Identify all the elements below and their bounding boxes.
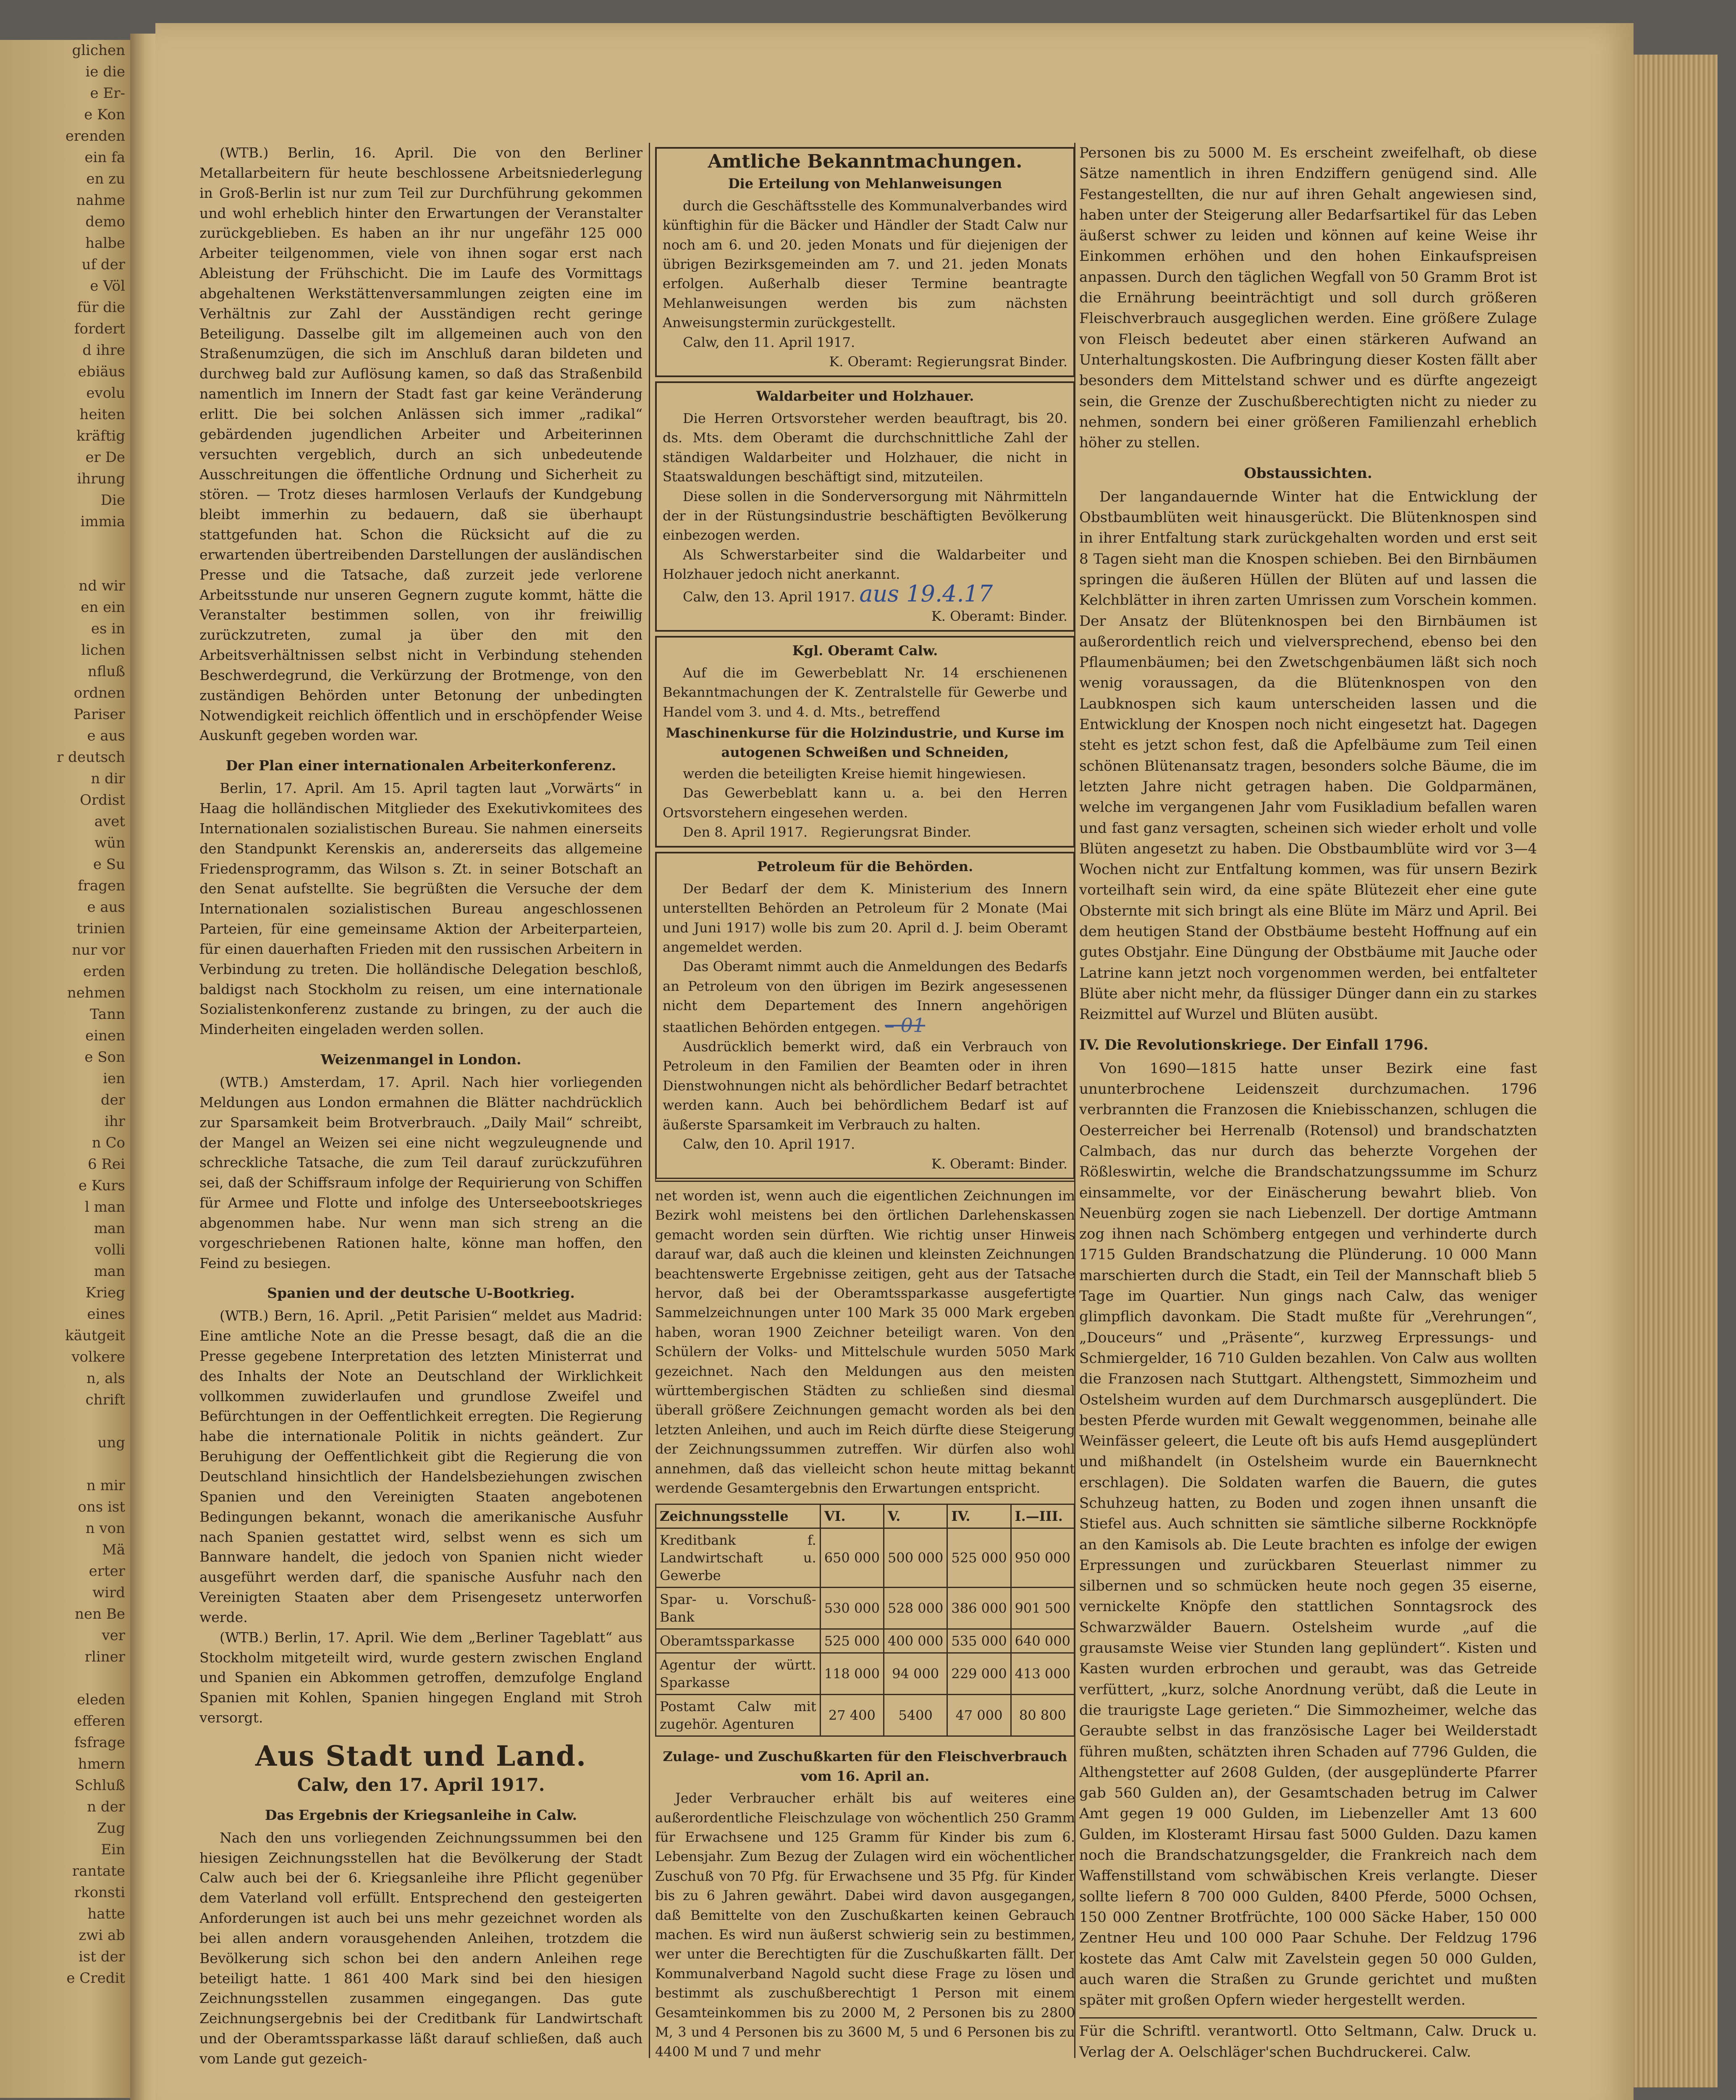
notice-text: Das Gewerbeblatt kann u. a. bei den Herren Ortsvorstehern eingesehen werden.: [663, 785, 1067, 821]
notice-petroleum: [655, 852, 1075, 1182]
previous-page-text-fragment: trinien: [76, 920, 125, 937]
previous-page-text-fragment: e Völ: [90, 278, 125, 294]
notice-date: [663, 822, 1067, 842]
previous-page-text-fragment: r deutsch: [57, 749, 125, 766]
previous-page-text-fragment: fordert: [74, 320, 125, 337]
previous-page-text-fragment: nd wir: [79, 578, 125, 594]
article-stockholm: (WTB.) Berlin, 17. April. Wie dem „Berliner Tageblatt“ aus Stockholm mitgeteilt wird, wurde gestern zwischen England und Spanien ein Abkommen getroffen, demzufolge England Spanien mit Kohlen, Spanien hingegen England mit Stroh versorgt.: [199, 1629, 642, 1726]
previous-page-text-fragment: man: [94, 1220, 125, 1237]
notice-text: Ausdrücklich bemerkt wird, daß ein Verbrauch von Petroleum in den Familien der Beamten oder in ihren Dienstwohnungen nicht als behördlicher Bedarf betrachtet werden kann. Auch bei behördlichem Bedarf ist auf äußerste Sparsamkeit im Verbrauch zu halten.: [663, 1039, 1067, 1133]
previous-page-text-fragment: rliner: [84, 1648, 125, 1665]
previous-page-text-fragment: [0, 1668, 130, 1689]
book-gutter: [130, 34, 155, 2100]
previous-page-edge: [0, 40, 130, 2098]
heading-maschinenkurse: Maschinenkurse für die Holzindustrie, und Kurse im autogenen Schweißen und Schneiden,: [666, 724, 1065, 761]
table-cell: 118 000: [820, 1653, 884, 1695]
article-kriegsanleihe: Nach den uns vorliegenden Zeichnungssummen bei den hiesigen Zeichnungsstellen hat die Bevölkerung der Stadt Calw auch bei der 6. Kriegsanleihe ihre Pflicht gegenüber dem Vaterland voll erfüllt. Entsprechend den gesteigerten Anforderungen ist auch bei uns mehr gezeichnet worden als bei allen andern vorausgehenden Anleihen, trotzdem die Bevölkerung sich schon bei den andern Anleihen rege beteiligt hatte. 1 861 400 Mark sind bei den hiesigen Zeichnungsstellen zusammen eingegangen. Das gute Zeichnungsergebnis bei der Creditbank für Landwirtschaft und der Oberamtssparkasse läßt darauf schließen, daß auch vom Lande gut gezeich-: [199, 1829, 642, 2067]
previous-page-text-fragment: glichen: [72, 42, 125, 59]
previous-page-text-fragment: ein fa: [84, 149, 125, 166]
previous-page-text-fragment: einen: [85, 1027, 125, 1044]
table-header: VI.: [820, 1504, 884, 1528]
heading-petroleum: Petroleum für die Behörden.: [757, 858, 973, 875]
previous-page-text-fragment: Pariser: [73, 706, 125, 723]
previous-page-text-fragment: n der: [87, 1798, 125, 1815]
previous-page-text-fragment: Krieg: [85, 1284, 125, 1301]
heading-oberamt-calw: Kgl. Oberamt Calw.: [792, 643, 938, 659]
previous-page-text-fragment: Ein: [101, 1841, 125, 1858]
previous-page-text-fragment: ihrung: [77, 470, 125, 487]
table-cell: 901 500: [1011, 1588, 1074, 1629]
table-cell: 5400: [884, 1695, 947, 1736]
column-1: [199, 143, 642, 2069]
previous-page-text-fragment: ons ist: [78, 1499, 125, 1515]
table-cell: 950 000: [1011, 1528, 1074, 1588]
previous-page-text-fragment: e Kurs: [78, 1177, 125, 1194]
heading-spanien: Spanien und der deutsche U-Bootkrieg.: [267, 1285, 575, 1302]
previous-page-text-fragment: Schluß: [75, 1777, 125, 1794]
table-header: V.: [884, 1504, 947, 1528]
table-cell: 640 000: [1011, 1629, 1074, 1653]
table-header: Zeichnungsstelle: [656, 1504, 821, 1528]
notice-text: Als Schwerstarbeiter sind die Waldarbeiter und Holzhauer jedoch nicht anerkannt.: [663, 546, 1067, 583]
previous-page-text-fragment: heiten: [79, 406, 125, 423]
previous-page-text-fragment: l man: [84, 1199, 125, 1215]
heading-mehlanweisungen: Die Erteilung von Mehlanweisungen: [728, 176, 1002, 192]
previous-page-text-fragment: fragen: [78, 877, 125, 894]
notice-date: Calw, den 10. April 1917.: [683, 1136, 855, 1152]
previous-page-text-fragment: n, als: [86, 1370, 125, 1387]
previous-page-text-fragment: es in: [91, 620, 125, 637]
previous-page-text-fragment: e aus: [87, 899, 125, 916]
article-berlin-strike: (WTB.) Berlin, 16. April. Die von den Berliner Metallarbeitern für heute beschlossene Arbeitsniederlegung in Groß-Berlin ist nur zum Teil zur Durchführung gekommen und wohl erheblich hinter den Erwartungen der Veranstalter zurückgeblieben. Es haben an ihr nur ungefähr 125 000 Arbeiter teilgenommen, viele von ihnen sogar erst nach Ableistung der Frühschicht. Die im Laufe des Vormittags abgehaltenen Werkstättenversammlungen zeigten eine im Verhältnis zur Zahl der Ausständigen recht geringe Beteiligung. Dasselbe gilt im allgemeinen auch von den Straßenumzügen, die sich im Anschluß daran bildeten und durchweg bald zur Auflösung kamen, so daß das Straßenbild namentlich im Innern der Stadt fast gar keine Veränderung erlitt. Die bei solchen Anlässen sich immer „radikal“ gebärdenden jugendlichen Arbeiter und Arbeiterinnen versuchten vergeblich, durch an sich unbedeutende Ausschreitungen die öffentliche Ordnung und Sicherheit zu stören. — Trotz dieses harmlosen Verlaufs der Kundgebung bleibt immerhin zu bedauern, daß sie überhaupt stattgefunden hat. Schon die Rücksicht auf die zu erwartenden übertreibenden Darstellungen der ausländischen Presse und die Tatsache, daß zurzeit jede verlorene Arbeitsstunde nur unseren Gegnern zugute kommt, hätte die Veranstalter bestimmen sollen, von ihr freiwillig zurückzutreten, zumal ja über den mit den Arbeitsverhältnissen selbst nicht in Verbindung stehenden Beschwerdegrund, die Verkürzung der Brotmenge, von den zuständigen Behörden unter Betonung der unbedingten Notwendigkeit reichlich öffentlich und in erschöpfender Weise Auskunft gegeben worden war.: [199, 144, 642, 744]
previous-page-text-fragment: Die: [100, 492, 125, 509]
table-cell: 535 000: [947, 1629, 1011, 1653]
previous-page-text-fragment: 6 Rei: [87, 1156, 125, 1173]
handwritten-mark: – 01: [885, 1013, 926, 1037]
table-row: [656, 1528, 1075, 1588]
previous-page-text-fragment: avet: [94, 813, 125, 830]
previous-page-text-fragment: Ordist: [80, 792, 125, 808]
previous-page-text-fragment: erter: [89, 1563, 125, 1580]
zeichnung-table: [655, 1504, 1075, 1737]
previous-page-text-fragment: nfluß: [87, 663, 125, 680]
notice-text: Diese sollen in die Sonderversorgung mit Nährmitteln der in der Rüstungsindustrie beschäftigten Bevölkerung einbezogen werden.: [663, 488, 1067, 543]
article-obstaussichten: Der langandauernde Winter hat die Entwicklung der Obstbaumblüten weit hinausgerückt. Die Blütenknospen sind in ihrer Entfaltung stark zurückgehalten worden und erst seit 8 Tagen sieht man die Knospen schieben. Bei den Birnbäumen springen die äußeren Hüllen der Blüten auf und lassen die Kelchblätter in ihren zarten Umrissen zum Vorschein kommen. Der Ansatz der Blütenknospen bei den Birnbäumen ist außerordentlich reich und vielversprechend, ebenso bei den Pflaumenbäumen; bei den Zwetschgenbäumen läßt sich noch wenig voraussagen, da die Blütenknospen von den Laubknospen sich kaum unterscheiden lassen und die Entwicklung der Knospen noch nicht eingesetzt hat. Dagegen steht es jetzt schon fest, daß die Apfelbäume zum Teil einen schönen Blütenansatz tragen, besonders solche Bäume, die im letzten Jahre nicht getragen haben. Die Goldparmänen, welche im vergangenen Jahr vom Fusikladium befallen waren und fast ganz versagten, scheinen sich wieder erholt und volle Blüten angesetzt zu haben. Die Obstbaumblüte wird vor 3—4 Wochen nicht zur Entfaltung kommen, was für unsern Bezirk vorteilhaft sein wird, da eine späte Blütezeit eher eine gute Obsternte mit sich bringt als eine Blüte im März und April. Bei dem heutigen Stand der Obstbäume besteht Hoffnung auf ein gutes Obstjahr. Eine Düngung der Obstbäume mit Jauche oder Latrine kann jetzt noch vorgenommen werden, bei entfalteter Blüte aber nicht mehr, da flüssiger Dünger dann ein zu starkes Reizmittel auf Wurzel und Blüten ausübt.: [1079, 488, 1537, 1023]
table-cell: Agentur der württ. Sparkasse: [656, 1653, 821, 1695]
previous-page-text-fragment: e aus: [87, 727, 125, 744]
table-cell: 94 000: [884, 1653, 947, 1695]
previous-page-text-fragment: eleden: [77, 1691, 125, 1708]
article-weizenmangel: (WTB.) Amsterdam, 17. April. Nach hier vorliegenden Meldungen aus London ermahnen die Blätter nachdrücklich zur Sparsamkeit beim Brotverbrauch. „Daily Mail“ schreibt, der Mangel an Weizen sei eine nicht wegzuleugnende und schreckliche Tatsache, die zum Teil darauf zurückzuführen sei, daß der Schiffsraum infolge der Requirierung von Schiffen für Armee und Flotte und infolge des Unterseebootskrieges abgenommen habe. Nur wenn man sich streng an die vorgeschriebenen Rationen halte, könne man hoffen, den Feind zu besiegen.: [199, 1074, 642, 1271]
heading-obstaussichten: Obstaussichten.: [1244, 465, 1372, 482]
article-kriegsanleihe-continued: net worden ist, wenn auch die eigentlichen Zeichnungen im Bezirk wohl meistens bei den örtlichen Darlehenskassen gemacht worden sein dürften. Wie richtig unser Hinweis darauf war, daß auch die kleinen und kleinsten Zeichnungen beachtenswerte Ergebnisse zeitigen, geht aus der Tatsache hervor, daß bei der Oberamtssparkasse ausgefertigte Sammelzeichnungen unter 100 Mark 35 000 Mark ergeben haben, woran 1900 Zeichner beteiligt waren. Von den Schülern der Volks- und Mittelschule wurden 5050 Mark gezeichnet. Nach den Meldungen aus den meisten württembergischen Städten zu schließen sind diesmal überall größere Zeichnungen gemacht worden als bei den letzten Anleihen, und auch im Reich dürfte diese Steigerung der Zeichnungssummen zutreffen. Wir dürfen also wohl annehmen, daß das vielleicht schon heute mittag bekannt werdende Gesamtergebnis den Erwartungen entspricht.: [655, 1187, 1075, 1496]
table-cell: 413 000: [1011, 1653, 1074, 1695]
heading-waldarbeiter: Waldarbeiter und Holzhauer.: [756, 388, 974, 404]
notice-signature: K. Oberamt: Binder.: [931, 1155, 1067, 1172]
previous-page-text-fragment: [0, 554, 130, 575]
previous-page-text-fragment: [0, 533, 130, 554]
previous-page-text-fragment: ebiäus: [78, 363, 125, 380]
table-header-row: [656, 1504, 1075, 1528]
previous-page-text-fragment: uf der: [81, 256, 125, 273]
table-cell: Kreditbank f. Landwirtschaft u. Gewerbe: [656, 1528, 821, 1588]
previous-page-text-fragment: käutgeit: [65, 1327, 125, 1344]
previous-page-text-fragment: der: [100, 1092, 125, 1108]
previous-page-text-fragment: wün: [94, 835, 125, 851]
previous-page-text-fragment: e Er-: [90, 85, 125, 102]
page-stack-edges: [1634, 55, 1718, 2087]
previous-page-text-fragment: d ihre: [82, 342, 125, 359]
previous-page-text-fragment: nur vor: [72, 942, 125, 958]
table-cell: 80 800: [1011, 1695, 1074, 1736]
notice-text: Auf die im Gewerbeblatt Nr. 14 erschienenen Bekanntmachungen der K. Zentralstelle für Gewerbe und Handel vom 3. und 4. d. Mts., betreffend: [663, 664, 1067, 720]
table-cell: 528 000: [884, 1588, 947, 1629]
notice-text-span: Das Oberamt nimmt auch die Anmeldungen des Bedarfs an Petroleum von den übrigen im Bezirk angesessenen nicht dem Departement des Innern angehörigen staatlichen Behörden entgegen.: [663, 958, 1067, 1035]
heading-kriegsanleihe: Das Ergebnis der Kriegsanleihe in Calw.: [265, 1806, 577, 1823]
column-3: [1079, 143, 1537, 2063]
table-cell: 400 000: [884, 1629, 947, 1653]
previous-page-text-fragment: rantate: [72, 1863, 125, 1880]
table-cell: Spar- u. Vorschuß-Bank: [656, 1588, 821, 1629]
column-rule: [649, 143, 650, 2058]
previous-page-text-fragment: ihr: [104, 1113, 125, 1130]
previous-page-text-fragment: ien: [103, 1070, 125, 1087]
previous-page-text-fragment: ver: [102, 1627, 125, 1644]
table-row: [656, 1653, 1075, 1695]
previous-page-text-fragment: man: [94, 1263, 125, 1280]
notice-text: [663, 957, 1067, 1037]
heading-weizenmangel: Weizenmangel in London.: [320, 1051, 522, 1068]
notice-date: [663, 580, 1067, 607]
article-revolutionskriege: Von 1690—1815 hatte unser Bezirk eine fast ununterbrochene Leidenszeit durchzumachen. 1796 verbrannten die Franzosen die Kniebisschanzen, schlugen die Oesterreicher bei Herrenalb (Rotensol) und brandschatzten Calmbach, das nur durch das beherzte Vorgehen der Rößleswirtin, welche die Brandschatzungssumme im Schurz einsammelte, vor der Einäscherung bewahrt blieb. Von Neuenbürg zogen sie nach Liebenzell. Der dortige Amtmann zog ihnen nach Schömberg entgegen und verhinderte durch 1715 Gulden Brandschatzung die Plünderung. 10 000 Mann marschierten durch die Stadt, ein Teil der Mannschaft blieb 5 Tage im Quartier. Nun gings nach Calw, das weniger glimpflich davonkam. Die Stadt mußte für „Verehrungen“, „Douceurs“ und „Präsente“, kurzweg Erpressungs- und Schmiergelder, 16 710 Gulden bezahlen. Von Calw aus wollten die Franzosen nach Stuttgart. Althengstett, Simmozheim und Ostelsheim wurden auf dem Durchmarsch ausgeplündert. Die besten Pferde wurden mit Gewalt weggenommen, beinahe alle Weinfässer geleert, die Leute oft bis aufs Hemd ausgeplündert und mißhandelt (in Ostelsheim wurde ein Bauernknecht erschlagen). Die Soldaten warfen die Bauern, die gutes Schuhzeug hatten, zu Boden und zogen ihnen unsanft die Stiefel aus. Auch schnitten sie sämtliche silberne Rockknöpfe an den Kamisols ab. Die Leute brachten es infolge der ewigen Erpressungen und zurückbaren Steuerlast nimmer zu silbernen und so schmücken heute noch gegen 35 eiserne, vernickelte Knöpfe den stattlichen Sonntagsrock des Schwarzwälder Bauern. Ostelsheim wurde „auf die grausamste Weise vier Stunden lang geplündert“. Kisten und Kasten wurden erbrochen und geraubt, was das Getreide verfüttert, „kurz, solche Anordnung verübt, daß die Leute in die traurigste Lage gerieten.“ Die Simmozheimer, welche das Geraubte selbst in das französische Lager bei Weilderstadt führen mußten, schätzten ihren Schaden auf 7796 Gulden, die Althengstetter auf 2608 Gulden, (der ausgeplünderte Pfarrer gab 560 Gulden an), der Gesamtschaden betrug im Calwer Amt gegen 19 000 Gulden, im Liebenzeller Amt 13 600 Gulden, im Klosteramt Hirsau fast 5000 Gulden. Dazu kamen noch die Brandschatzungsgelder, die Frankreich nach dem Waffenstillstand vom schwäbischen Kreis verlangte. Dieser sollte liefern 8 700 000 Gulden, 8400 Pferde, 5000 Ochsen, 150 000 Zentner Brotfrüchte, 100 000 Säcke Haber, 150 000 Zentner Heu und 100 000 Paar Schuhe. Der Feldzug 1796 kostete das Amt Calw mit Zavelstein gegen 50 000 Gulden, auch waren die Straßen zu Grunde gerichtet und mußten später mit großen Opfern wieder hergestellt werden.: [1079, 1060, 1537, 2009]
previous-page-text-fragment: nahme: [76, 192, 125, 209]
table-header: IV.: [947, 1504, 1011, 1528]
notice-oberamt-calw: [655, 636, 1075, 848]
previous-page-text-fragment: erenden: [65, 128, 125, 144]
previous-page-text-fragment: kräftig: [76, 428, 125, 444]
table-row: [656, 1629, 1075, 1653]
previous-page-text-fragment: volli: [94, 1242, 125, 1258]
article-fleischverbrauch: Jeder Verbraucher erhält bis auf weiteres eine außerordentliche Fleischzulage von wöchentlich 250 Gramm für Erwachsene und 125 Gramm für Kinder bis zum 6. Lebensjahr. Zum Bezug der Zulagen wird ein wöchentlicher Zuschuß von 70 Pfg. für Erwachsene und 35 Pfg. für Kinder bis zu 6 Jahren gewährt. Dabei wird davon ausgegangen, daß Bemittelte von den Zuschußkarten keinen Gebrauch machen. Es wird nun äußerst schwierig sein zu bestimmen, wer unter die Berechtigten für die Zuschußkarten fällt. Der Kommunalverband Nagold sucht diese Frage zu lösen und bestimmt als zuschußberechtigt 1 Person mit einem Gesamteinkommen bis zu 2000 M, 2 Personen bis zu 2800 M, 3 und 4 Personen bis zu 3600 M, 5 und 6 Personen bis zu 4400 M und 7 und mehr: [655, 1790, 1075, 2060]
previous-page-text-fragment: nehmen: [67, 984, 125, 1001]
previous-page-text-fragment: efferen: [73, 1713, 125, 1730]
previous-page-text-fragment: demo: [85, 213, 125, 230]
handwritten-stamp: aus 19.4.17: [859, 580, 993, 607]
notice-text: Der Bedarf der dem K. Ministerium des Innern unterstellten Behörden an Petroleum für 2 Monate (Mai und Juni 1917) wolle bis zum 20. April d. J. beim Oberamt angemeldet werden.: [663, 880, 1067, 956]
table-cell: 530 000: [820, 1588, 884, 1629]
previous-page-text-fragment: wird: [92, 1584, 125, 1601]
previous-page-text-fragment: [0, 1411, 130, 1432]
previous-page-text-fragment: nen Be: [75, 1606, 125, 1622]
previous-page-text-fragment: e Su: [93, 856, 125, 873]
previous-page-text-fragment: er De: [85, 449, 125, 466]
heading-revolutionskriege: IV. Die Revolutionskriege. Der Einfall 1796.: [1079, 1037, 1429, 1054]
notice-text: durch die Geschäftsstelle des Kommunalverbandes wird künftighin für die Bäcker und Händler der Stadt Calw nur noch am 6. und 20. jeden Monats und für diejenigen der übrigen Bezirksgemeinden am 7. und 21. jeden Monats erfolgen. Außerhalb dieser Termine beantragte Mehlanweisungen werden bis zum nächsten Anweisungstermin zurückgestellt.: [663, 197, 1067, 331]
table-row: [656, 1588, 1075, 1629]
previous-page-text-fragment: e Credit: [66, 1970, 125, 1987]
table-cell: 229 000: [947, 1653, 1011, 1695]
previous-page-text-fragment: Zug: [97, 1820, 125, 1837]
heading-fleischverbrauch: Zulage- und Zuschußkarten für den Fleischverbrauch vom 16. April an.: [663, 1748, 1067, 1784]
previous-page-text-fragment: ordnen: [73, 685, 125, 701]
table-cell: 525 000: [820, 1629, 884, 1653]
table-header: I.—III.: [1011, 1504, 1074, 1528]
previous-page-text-fragment: ist der: [79, 1948, 125, 1965]
notice-waldarbeiter: [655, 381, 1075, 632]
table-cell: 650 000: [820, 1528, 884, 1588]
table-cell: 500 000: [884, 1528, 947, 1588]
previous-page-text-fragment: volkere: [71, 1349, 125, 1365]
notice-date: Calw, den 11. April 1917.: [683, 334, 855, 350]
column-2: [655, 143, 1075, 2061]
notice-date-text: Den 8. April 1917.: [683, 824, 808, 840]
table-cell: 27 400: [820, 1695, 884, 1736]
previous-page-text-fragment: eines: [87, 1306, 125, 1323]
notice-signature: Regierungsrat Binder.: [820, 824, 971, 840]
table-cell: 47 000: [947, 1695, 1011, 1736]
previous-page-text-fragment: n Co: [92, 1134, 125, 1151]
previous-page-text-fragment: für die: [77, 299, 125, 316]
previous-page-text-fragment: e Kon: [84, 106, 125, 123]
table-cell: Postamt Calw mit zugehör. Agenturen: [656, 1695, 821, 1736]
previous-page-text-fragment: hatte: [87, 1906, 125, 1922]
previous-page-text-fragment: immia: [80, 513, 125, 530]
table-cell: Oberamtssparkasse: [656, 1629, 821, 1653]
previous-page-text-fragment: ie die: [85, 63, 125, 80]
dateline: Calw, den 17. April 1917.: [297, 1774, 545, 1795]
notice-date-text: Calw, den 13. April 1917.: [683, 588, 855, 605]
previous-page-text-fragment: n mir: [86, 1477, 125, 1494]
table-cell: 386 000: [947, 1588, 1011, 1629]
table-row: [656, 1695, 1075, 1736]
previous-page-text-fragment: evolu: [86, 385, 125, 402]
previous-page-text-fragment: n dir: [91, 770, 125, 787]
previous-page-text-fragment: hmern: [78, 1756, 125, 1772]
previous-page-text-fragment: e Son: [84, 1049, 125, 1066]
notice-text: werden die beteiligten Kreise hiemit hingewiesen.: [683, 765, 1026, 782]
notice-signature: K. Oberamt: Regierungsrat Binder.: [829, 354, 1067, 370]
previous-page-text-fragment: n von: [85, 1520, 125, 1537]
previous-page-text-fragment: en ein: [81, 599, 125, 616]
previous-page-text-fragment: fsfrage: [74, 1734, 125, 1751]
previous-page-text-fragment: [0, 1454, 130, 1475]
previous-page-text-fragment: Mä: [102, 1541, 125, 1558]
heading-amtliche-bekanntmachungen: Amtliche Bekanntmachungen.: [708, 151, 1023, 172]
article-arbeiterkonferenz: Berlin, 17. April. Am 15. April tagten laut „Vorwärts“ in Haag die holländischen Mitglieder des Exekutivkomitees des Internationalen sozialistischen Bureau. Sie nahmen einerseits den Standpunkt Kerenskis an, andererseits das allgemeine Friedensprogramm, das Wilson s. Zt. in seiner Botschaft an den Senat aufstellte. Sie begrüßten die Versuche der dem Internationalen sozialistischen Bureau angeschlossenen Parteien, für eine gemeinsame Aktion der Arbeiterparteien, für einen dauerhaften Frieden mit den russischen Arbeitern in Verbindung zu treten. Die holländische Delegation beschloß, baldigst nach Stockholm zu reisen, um eine internationale Sozialistenkonferenz zustande zu bringen, zu der auch die Minderheiten eingeladen werden sollen.: [199, 780, 642, 1038]
previous-page-text-fragment: halbe: [85, 235, 125, 252]
notice-signature: K. Oberamt: Binder.: [931, 608, 1067, 624]
imprint-footer: Für die Schriftl. verantwortl. Otto Seltmann, Calw. Druck u. Verlag der A. Oelschläger'schen Buchdruckerei. Calw.: [1079, 2017, 1537, 2063]
previous-page-text-fragment: en zu: [86, 171, 125, 187]
previous-page-text-fragment: ung: [97, 1434, 125, 1451]
article-fleischverbrauch-continued: Personen bis zu 5000 M. Es erscheint zweifelhaft, ob diese Sätze namentlich in ihren Endziffern genügend sind. Alle Festangestellten, die nur auf ihren Gehalt angewiesen sind, haben unter der Steigerung aller Bedarfsartikel für das Leben äußerst schwer zu leiden und können auf keine Weise ihr Einkommen erhöhen und den hohen Einkaufspreisen anpassen. Durch den täglichen Wegfall von 50 Gramm Brot ist die Ernährung beeinträchtigt und soll durch größeren Fleischverbrauch ausgeglichen werden. Eine größere Zulage von Fleisch bedeutet aber einen stärkeren Aufwand an Unterhaltungskosten. Die Aufbringung dieser Kosten fällt aber besonders dem Mittelstand schwer und es dürfte angezeigt sein, die Grenze der Zuschußberechtigten nicht zu nieder zu nehmen, sondern bei einer größeren Familienzahl erheblich höher zu stellen.: [1079, 144, 1537, 452]
previous-page-text-fragment: zwi ab: [79, 1927, 125, 1944]
article-spanien: (WTB.) Bern, 16. April. „Petit Parisien“ meldet aus Madrid: Eine amtliche Note an die Presse besagt, daß die an die Presse gegebene Interpretation des letzten Ministerrat und des Inhalts der Note an Deutschland der Wirklichkeit vollkommen zuwiderlaufen und grundlose Zweifel und Befürchtungen in der Oeffentlichkeit erregten. Die Regierung habe die internationale Politik in nichts geändert. Zur Beruhigung der Oeffentlichkeit gibt die Regierung die von Deutschland hinsichtlich der Handelsbeziehungen zwischen Spanien und den Vereinigten Staaten angebotenen Bedingungen bekannt, wonach die amerikanische Ausfuhr nach Spanien gestattet wird, selbst wenn es sich um Bannware handelt, die jedoch von Spanien nicht wieder ausgeführt werden darf, die spanische Ausfuhr nach den Vereinigten Staaten aber dem Prisengesetz unterworfen werde.: [199, 1307, 642, 1625]
section-title-aus-stadt-und-land: Aus Stadt und Land.: [255, 1739, 587, 1772]
previous-page-text-fragment: Tann: [89, 1006, 125, 1023]
notice-mehlanweisungen: [655, 147, 1075, 377]
previous-page-text-fragment: chrift: [85, 1391, 125, 1408]
previous-page-text-fragment: lichen: [81, 642, 125, 659]
notice-text: Die Herren Ortsvorsteher werden beauftragt, bis 20. ds. Mts. dem Oberamt die durchschnittliche Zahl der ständigen Waldarbeiter und Holzhauer, die nicht in Staatswaldungen beschäftigt sind, mitzuteilen.: [663, 410, 1067, 485]
previous-page-text-fragment: rkonsti: [74, 1884, 125, 1901]
heading-arbeiterkonferenz: Der Plan einer internationalen Arbeiterkonferenz.: [226, 757, 616, 774]
previous-page-text-fragment: erden: [83, 963, 125, 980]
table-cell: 525 000: [947, 1528, 1011, 1588]
